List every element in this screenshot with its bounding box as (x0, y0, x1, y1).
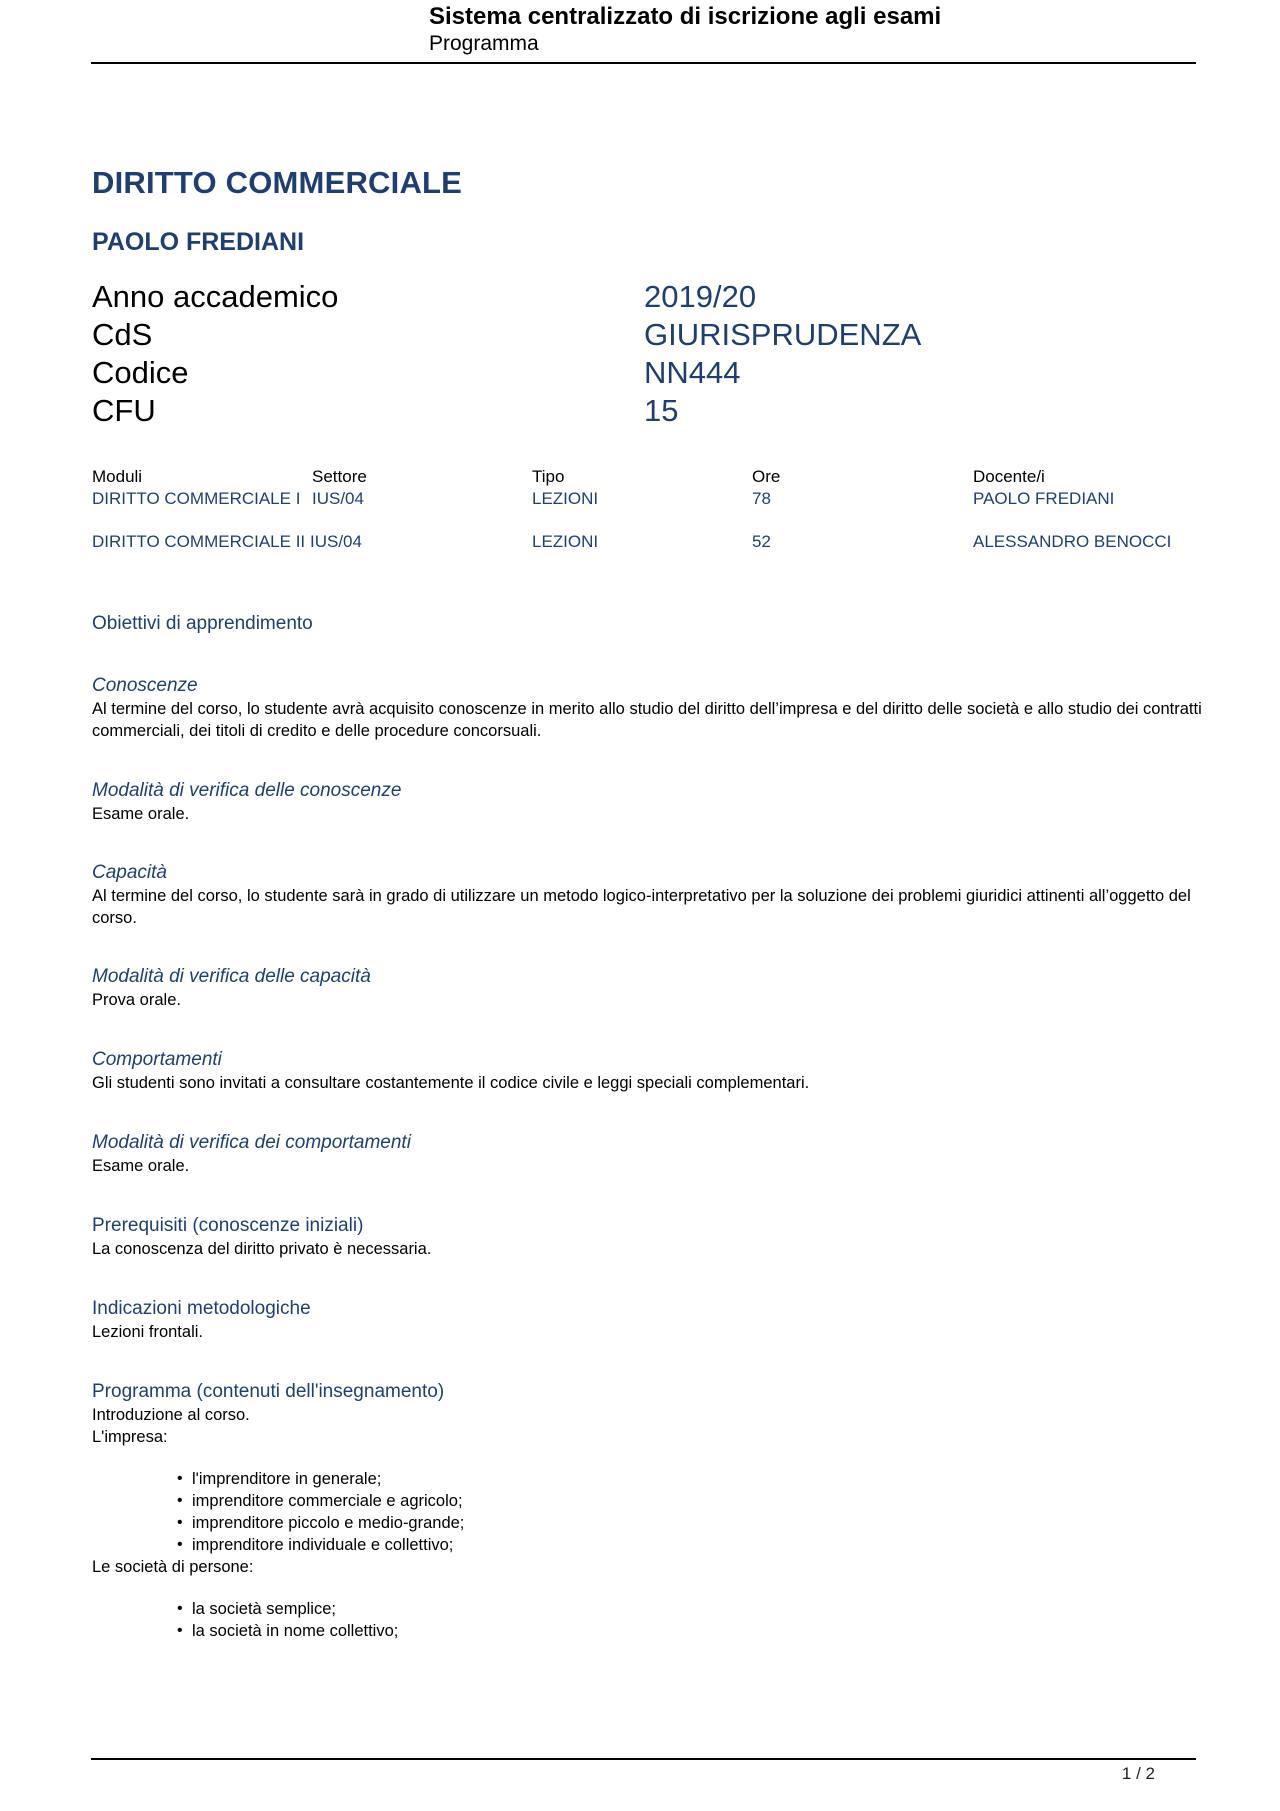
info-row-cds (92, 316, 922, 354)
info-row-academic-year (92, 278, 792, 316)
module-sector: IUS/04 (312, 489, 364, 508)
skills-text: Al termine del corso, lo studente sarà in grado di utilizzare un metodo logico-interpretativo per la soluzione dei problemi giuridici attinenti all’oggetto del corso. (92, 887, 1191, 927)
system-title: Sistema centralizzato di iscrizione agli esami (429, 3, 942, 30)
module-row (92, 488, 1202, 510)
module-row-spacer (92, 510, 1202, 531)
column-header-modules: Moduli (92, 467, 143, 486)
knowledge-assessment-heading: Modalità di verifica delle conoscenze (92, 780, 402, 801)
prerequisites-text: La conoscenza del diritto privato è necessaria. (92, 1240, 432, 1258)
info-value: GIURISPRUDENZA (644, 317, 922, 352)
document-type: Programma (429, 32, 539, 55)
info-label: CFU (92, 393, 156, 428)
knowledge-heading: Conoscenze (92, 675, 198, 696)
page-footer (91, 1758, 1196, 1783)
list-item (92, 1468, 1202, 1490)
syllabus-list (92, 1598, 1202, 1642)
skills-heading: Capacità (92, 862, 167, 883)
module-teacher: ALESSANDRO BENOCCI (973, 532, 1172, 551)
list-item-text: la società in nome collettivo; (192, 1622, 399, 1640)
bullet-icon: • (177, 1600, 183, 1617)
behaviour-assessment-text: Esame orale. (92, 1157, 190, 1175)
list-item-text: imprenditore commerciale e agricolo; (192, 1492, 463, 1510)
column-header-teachers: Docente/i (973, 467, 1045, 486)
column-header-type: Tipo (532, 467, 565, 486)
list-item (92, 1490, 1202, 1512)
module-type: LEZIONI (532, 489, 599, 508)
info-value: 15 (644, 393, 679, 428)
modules-header-row (92, 466, 1202, 488)
list-item-text: l'imprenditore in generale; (192, 1470, 382, 1488)
module-hours: 52 (752, 532, 771, 551)
modules-table (92, 466, 1202, 553)
syllabus-group-label: L'impresa: (92, 1428, 168, 1446)
info-value: NN444 (644, 355, 741, 390)
syllabus-group-label: Le società di persone: (92, 1558, 254, 1576)
behaviour-assessment-heading: Modalità di verifica dei comportamenti (92, 1132, 411, 1153)
syllabus-list (92, 1468, 1202, 1556)
info-label: Anno accademico (92, 279, 339, 314)
module-sector: IUS/04 (310, 532, 362, 551)
module-hours: 78 (752, 489, 771, 508)
bullet-icon: • (177, 1492, 183, 1509)
list-item-text: la società semplice; (192, 1600, 336, 1618)
bullet-icon: • (177, 1470, 183, 1487)
methodology-heading: Indicazioni metodologiche (92, 1298, 311, 1319)
knowledge-text: Al termine del corso, lo studente avrà acquisito conoscenze in merito allo studio del diritto dell’impresa e del diritto delle società e allo studio dei contratti commerciali, dei titoli di credito e delle procedure concorsuali. (92, 700, 1202, 740)
module-type: LEZIONI (532, 532, 599, 551)
info-label: CdS (92, 317, 153, 352)
teacher-name: PAOLO FREDIANI (92, 228, 305, 256)
behaviour-text: Gli studenti sono invitati a consultare costantemente il codice civile e leggi speciali complementari. (92, 1074, 810, 1092)
info-row-cfu (92, 392, 792, 430)
column-header-sector: Settore (312, 467, 367, 486)
behaviour-heading: Comportamenti (92, 1049, 222, 1070)
list-item (92, 1620, 1202, 1642)
list-item (92, 1598, 1202, 1620)
info-value: 2019/20 (644, 279, 757, 314)
bullet-icon: • (177, 1514, 183, 1531)
info-label: Codice (92, 355, 189, 390)
page-header (91, 0, 1196, 64)
list-item-text: imprenditore individuale e collettivo; (192, 1536, 454, 1554)
course-content (92, 612, 1202, 1642)
list-item (92, 1534, 1202, 1556)
module-row (92, 531, 1202, 553)
list-item-text: imprenditore piccolo e medio-grande; (192, 1514, 465, 1532)
course-info-table (92, 278, 922, 430)
bullet-icon: • (177, 1622, 183, 1639)
skills-assessment-text: Prova orale. (92, 991, 181, 1009)
info-row-code (92, 354, 792, 392)
module-name: DIRITTO COMMERCIALE I (92, 489, 301, 508)
objectives-heading: Obiettivi di apprendimento (92, 613, 313, 634)
knowledge-assessment-text: Esame orale. (92, 805, 190, 823)
module-teacher: PAOLO FREDIANI (973, 489, 1115, 508)
syllabus-intro: Introduzione al corso. (92, 1406, 250, 1424)
bullet-icon: • (177, 1536, 183, 1553)
list-item (92, 1512, 1202, 1534)
methodology-text: Lezioni frontali. (92, 1323, 203, 1341)
syllabus-heading: Programma (contenuti dell'insegnamento) (92, 1381, 445, 1402)
prerequisites-heading: Prerequisiti (conoscenze iniziali) (92, 1215, 364, 1236)
page-number: 1 / 2 (1121, 1764, 1155, 1783)
column-header-hours: Ore (752, 467, 781, 486)
course-title: DIRITTO COMMERCIALE (92, 165, 463, 200)
skills-assessment-heading: Modalità di verifica delle capacità (92, 966, 371, 987)
module-name: DIRITTO COMMERCIALE II (92, 532, 306, 551)
